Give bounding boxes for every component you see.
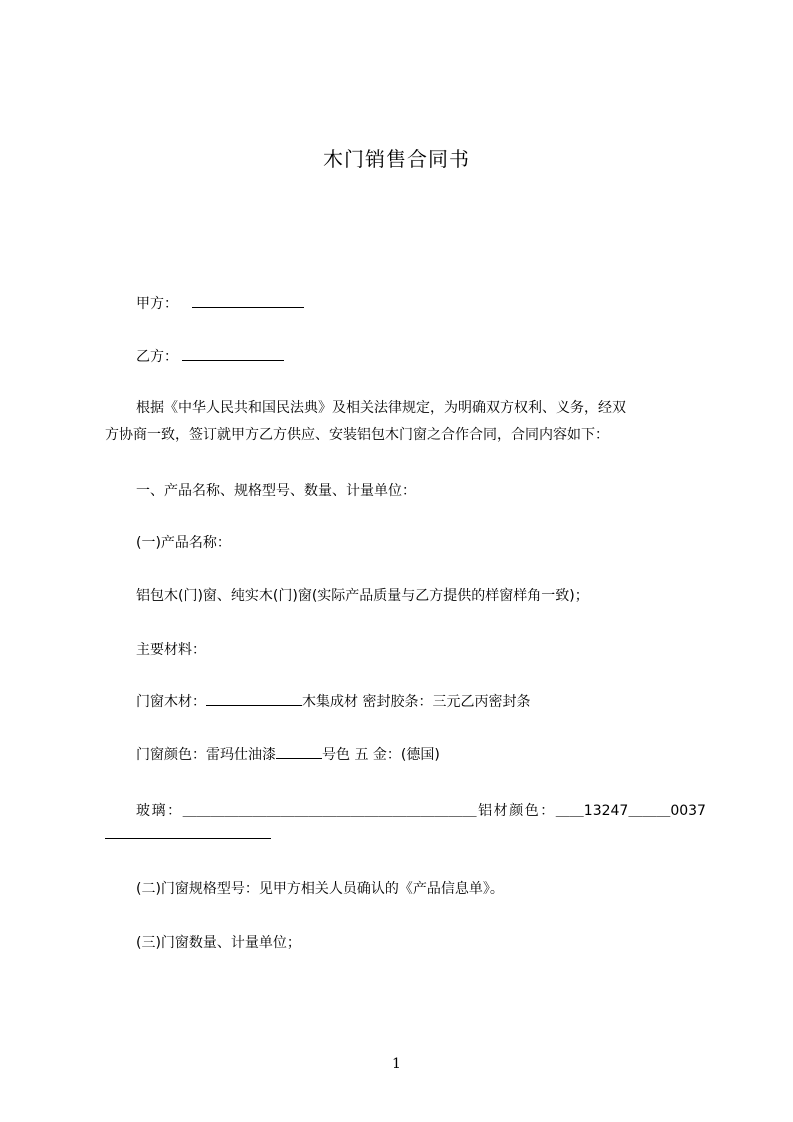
color-blank [276, 744, 322, 759]
party-a-label: 甲方： [136, 296, 178, 312]
glass-char: 玻 [136, 803, 150, 819]
wood-blank [206, 691, 302, 706]
glass-line [136, 800, 706, 820]
color-label: 门窗颜色：雷玛仕油漆 [136, 747, 276, 763]
sub-1-heading: (一)产品名称： [136, 535, 231, 551]
wood-suffix: 木集成材 密封胶条：三元乙丙密封条 [302, 694, 531, 710]
glass-char: ： [540, 803, 555, 819]
party-b-line [136, 346, 284, 366]
glass-char: 璃 [151, 803, 166, 819]
party-b-label: 乙方： [136, 349, 178, 365]
aluminum-color-value: ＿＿13247＿＿＿0037 [555, 803, 706, 819]
glass-char: 颜 [509, 803, 524, 819]
glass-continuation-blank [105, 838, 271, 839]
party-a-blank [192, 293, 304, 308]
glass-char: 色 [524, 803, 539, 819]
main-materials-label: 主要材料： [136, 642, 206, 658]
document-title: 木门销售合同书 [323, 147, 470, 171]
party-a-line [136, 293, 304, 313]
party-b-blank [182, 346, 284, 361]
page-number: 1 [392, 1056, 401, 1072]
glass-char: 铝 [478, 803, 493, 819]
section-1-heading: 一、产品名称、规格型号、数量、计量单位： [136, 483, 416, 499]
sub-3: (三)门窗数量、计量单位； [136, 935, 301, 951]
glass-char: 材 [493, 803, 508, 819]
product-names: 铝包木(门)窗、纯实木(门)窗(实际产品质量与乙方提供的样窗样角一致)； [136, 588, 589, 604]
intro-line-2: 方协商一致，签订就甲方乙方供应、安装铝包木门窗之合作合同，合同内容如下： [105, 427, 609, 443]
color-line [136, 744, 440, 764]
wood-line [136, 691, 530, 711]
glass-blank: ＿＿＿＿＿＿＿＿＿＿＿＿＿＿＿＿＿＿＿＿＿ [182, 803, 477, 819]
color-suffix: 号色 五 金：(德国) [322, 747, 440, 763]
sub-2: (二)门窗规格型号：见甲方相关人员确认的《产品信息单》。 [136, 881, 504, 897]
intro-line-1: 根据《中华人民共和国民法典》及相关法律规定，为明确双方权利、义务，经双 [136, 400, 626, 416]
intro-paragraph [105, 395, 690, 449]
glass-char: ： [167, 803, 182, 819]
wood-label: 门窗木材： [136, 694, 206, 710]
